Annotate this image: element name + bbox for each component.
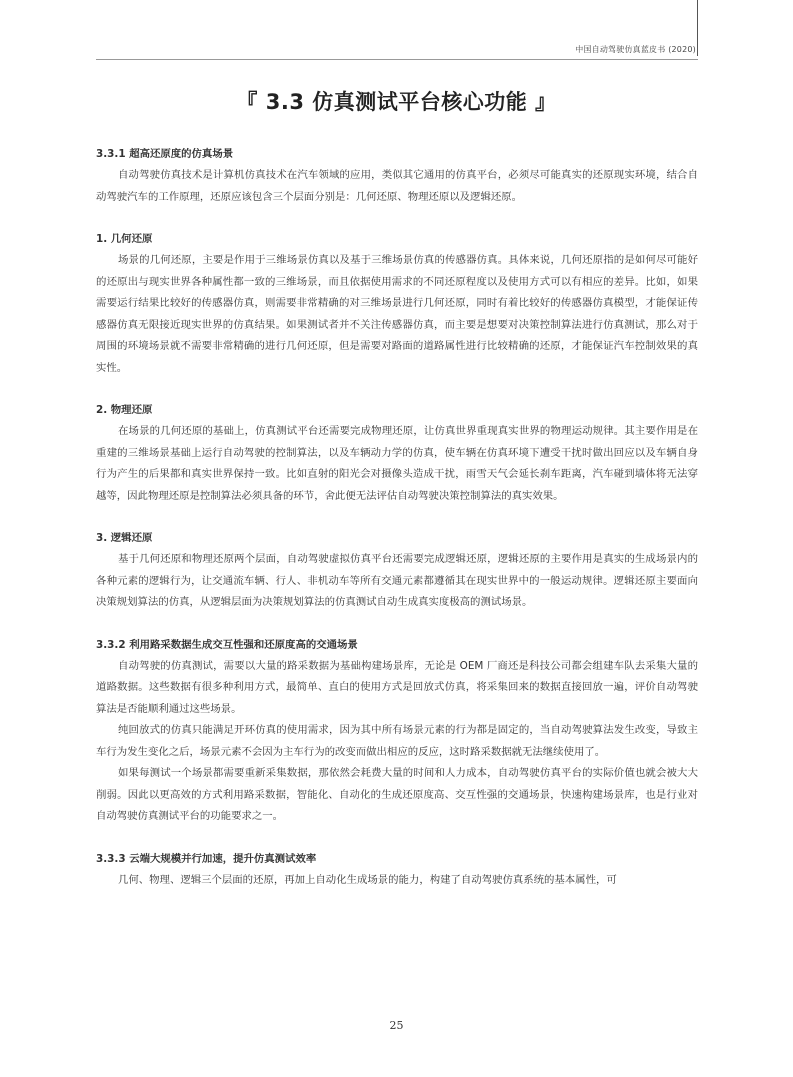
header-vertical-rule (697, 0, 698, 56)
paragraph: 在场景的几何还原的基础上，仿真测试平台还需要完成物理还原，让仿真世界重现真实世界的物理运动规律。其主要作用是在重建的三维场景基础上运行自动驾驶的控制算法，以及车辆动力学的仿真，使车辆在仿真环境下遭受干扰时做出回应以及车辆自身行为产生的后果都和真实世界保持一致。比如直射的阳光会对摄像头造成干扰，雨雪天气会延长刹车距离，汽车碰到墙体将无法穿越等，因此物理还原是控制算法必须具备的环节，舍此便无法评估自动驾驶决策控制算法的真实效果。 (96, 425, 698, 502)
page-title: 『 3.3 仿真测试平台核心功能 』 (236, 90, 557, 114)
section-3-3-3 (96, 848, 698, 892)
section-physical-restoration (96, 399, 698, 507)
body-content (96, 143, 698, 891)
paragraph: 如果每测试一个场景都需要重新采集数据，那依然会耗费大量的时间和人力成本，自动驾驶仿真平台的实际价值也就会被大大削弱。因此以更高效的方式利用路采数据，智能化、自动化的生成还原度高、交互性强的交通场景，快速构建场景库，也是行业对自动驾驶仿真测试平台的功能要求之一。 (96, 767, 698, 822)
section-logical-restoration (96, 527, 698, 614)
section-heading: 2. 物理还原 (96, 404, 153, 416)
section-heading: 3. 逻辑还原 (96, 532, 153, 544)
section-geometric-restoration (96, 228, 698, 379)
header-rule (96, 59, 698, 60)
paragraph: 基于几何还原和物理还原两个层面，自动驾驶虚拟仿真平台还需要完成逻辑还原，逻辑还原的主要作用是真实的生成场景内的各种元素的逻辑行为，让交通流车辆、行人、非机动车等所有交通元素都遵循其在现实世界中的一般运动规律。逻辑还原主要面向决策规划算法的仿真，从逻辑层面为决策规划算法的仿真测试自动生成真实度极高的测试场景。 (96, 553, 698, 608)
running-header: 中国自动驾驶仿真蓝皮书 (2020) (575, 45, 696, 54)
section-3-3-2 (96, 634, 698, 828)
paragraph: 自动驾驶仿真技术是计算机仿真技术在汽车领域的应用，类似其它通用的仿真平台，必须尽可能真实的还原现实环境，结合自动驾驶汽车的工作原理，还原应该包含三个层面分别是：几何还原、物理还原以及逻辑还原。 (96, 169, 698, 203)
paragraph: 场景的几何还原，主要是作用于三维场景仿真以及基于三维场景仿真的传感器仿真。具体来说，几何还原指的是如何尽可能好的还原出与现实世界各种属性都一致的三维场景，而且依据使用需求的不同还原程度以及使用方式可以有相应的差异。比如，如果需要运行结果比较好的传感器仿真，则需要非常精确的对三维场景进行几何还原，同时有着比较好的传感器仿真模型，才能保证传感器仿真无限接近现实世界的仿真结果。如果测试者并不关注传感器仿真，而主要是想要对决策控制算法进行仿真测试，那么对于周围的环境场景就不需要非常精确的进行几何还原，但是需要对路面的道路属性进行比较精确的还原，才能保证汽车控制效果的真实性。 (96, 254, 698, 374)
page-number: 25 (389, 1019, 404, 1032)
paragraph: 几何、物理、逻辑三个层面的还原，再加上自动化生成场景的能力，构建了自动驾驶仿真系统的基本属性，可 (118, 873, 617, 886)
section-3-3-1 (96, 143, 698, 208)
section-heading: 3.3.2 利用路采数据生成交互性强和还原度高的交通场景 (96, 638, 358, 651)
section-heading: 3.3.1 超高还原度的仿真场景 (96, 148, 234, 160)
paragraph: 自动驾驶的仿真测试，需要以大量的路采数据为基础构建场景库，无论是 OEM 厂商还是科技公司都会组建车队去采集大量的道路数据。这些数据有很多种利用方式，最简单、直白的使用方式是回放式仿真，将采集回来的数据直接回放一遍，评价自动驾驶算法是否能顺利通过这些场景。 (96, 659, 698, 715)
section-heading: 3.3.3 云端大规模并行加速，提升仿真测试效率 (96, 852, 317, 865)
section-heading: 1. 几何还原 (96, 233, 153, 245)
paragraph: 纯回放式的仿真只能满足开环仿真的使用需求，因为其中所有场景元素的行为都是固定的，当自动驾驶算法发生改变，导致主车行为发生变化之后，场景元素不会因为主车行为的改变而做出相应的反应，这时路采数据就无法继续使用了。 (96, 724, 698, 758)
